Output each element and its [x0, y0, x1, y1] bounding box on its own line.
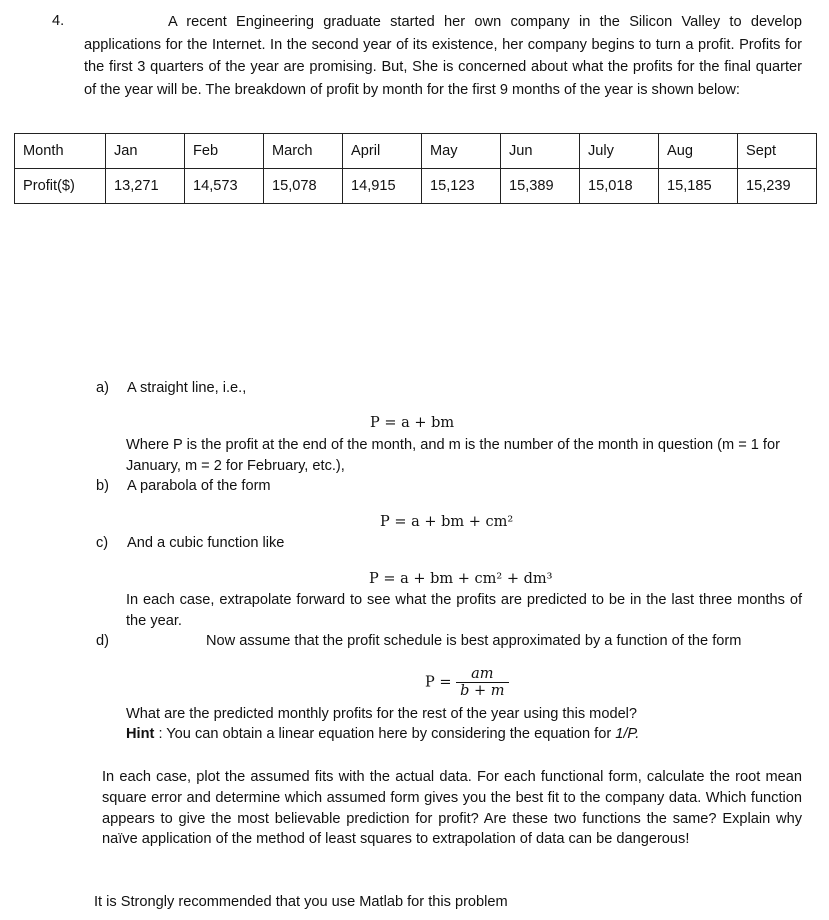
part-d-eq-lhs: P =	[425, 674, 452, 691]
month-cell: May	[422, 134, 501, 169]
intro-paragraph: A recent Engineering graduate started her own company in the Silicon Valley to develop applications for the Internet. In the second year of its existence, her company begins to turn a profit. Profits for the first 3 quarters of the year are promising. But, She is concerned about what the profits for the final quarter of the year will be. The breakdown of profit by month for the first 9 months of the year is shown below:	[84, 14, 802, 98]
part-a-equation: P = a + bm	[370, 415, 455, 431]
profit-cell: 15,239	[738, 169, 817, 204]
part-c-extrapolate: In each case, extrapolate forward to see what the profits are predicted to be in the last three months of the year.	[126, 592, 802, 629]
part-d-label: d)	[96, 633, 109, 649]
month-cell: Sept	[738, 134, 817, 169]
part-d-text: Now assume that the profit schedule is best approximated by a function of the form	[206, 633, 742, 649]
row-label-profit: Profit($)	[15, 169, 106, 204]
profit-table	[14, 133, 817, 204]
part-b-equation: P = a + bm + cm²	[380, 514, 514, 530]
table-row-month	[15, 134, 817, 169]
month-cell: Feb	[185, 134, 264, 169]
part-d-fraction	[456, 666, 508, 699]
month-cell: July	[580, 134, 659, 169]
problem-number: 4.	[52, 13, 65, 29]
profit-cell: 15,018	[580, 169, 659, 204]
part-d-equation	[425, 666, 509, 699]
part-c-equation: P = a + bm + cm² + dm³	[369, 571, 553, 587]
part-d-question: What are the predicted monthly profits for the rest of the year using this model?	[126, 706, 638, 722]
month-cell: Jun	[501, 134, 580, 169]
recommendation-text: It is Strongly recommended that you use Matlab for this problem	[94, 894, 508, 910]
table-row-profit	[15, 169, 817, 204]
month-cell: Aug	[659, 134, 738, 169]
profit-cell: 15,078	[264, 169, 343, 204]
month-cell: March	[264, 134, 343, 169]
profit-cell: 14,573	[185, 169, 264, 204]
profit-cell: 15,185	[659, 169, 738, 204]
part-c-text: And a cubic function like	[127, 535, 285, 551]
part-d-eq-denominator: b + m	[456, 682, 508, 699]
hint-text: : You can obtain a linear equation here by considering the equation for	[158, 726, 612, 742]
part-b-label: b)	[96, 478, 109, 494]
hint-label: Hint	[126, 726, 155, 742]
profit-cell: 14,915	[343, 169, 422, 204]
part-c-label: c)	[96, 535, 109, 551]
part-a-where: Where P is the profit at the end of the month, and m is the number of the month in question (m = 1 for January, m = 2 for February, etc.),	[126, 437, 780, 474]
month-cell: Jan	[106, 134, 185, 169]
hint-variable: 1/P.	[615, 726, 640, 742]
profit-cell: 15,389	[501, 169, 580, 204]
row-label-month: Month	[15, 134, 106, 169]
part-a-text: A straight line, i.e.,	[127, 380, 247, 396]
part-d-eq-numerator: am	[471, 666, 494, 682]
profit-cell: 13,271	[106, 169, 185, 204]
closing-paragraph: In each case, plot the assumed fits with the actual data. For each functional form, calculate the root mean square error and determine which assumed form gives you the best fit to the company data. Which function appears to give the most believable prediction for profit? Are these two functions the same? Explain why naïve application of the method of least squares to extrapolation of data can be dangerous!	[102, 769, 802, 848]
part-b-text: A parabola of the form	[127, 478, 271, 494]
month-cell: April	[343, 134, 422, 169]
part-a-label: a)	[96, 380, 109, 396]
part-d-hint	[126, 726, 639, 742]
profit-cell: 15,123	[422, 169, 501, 204]
